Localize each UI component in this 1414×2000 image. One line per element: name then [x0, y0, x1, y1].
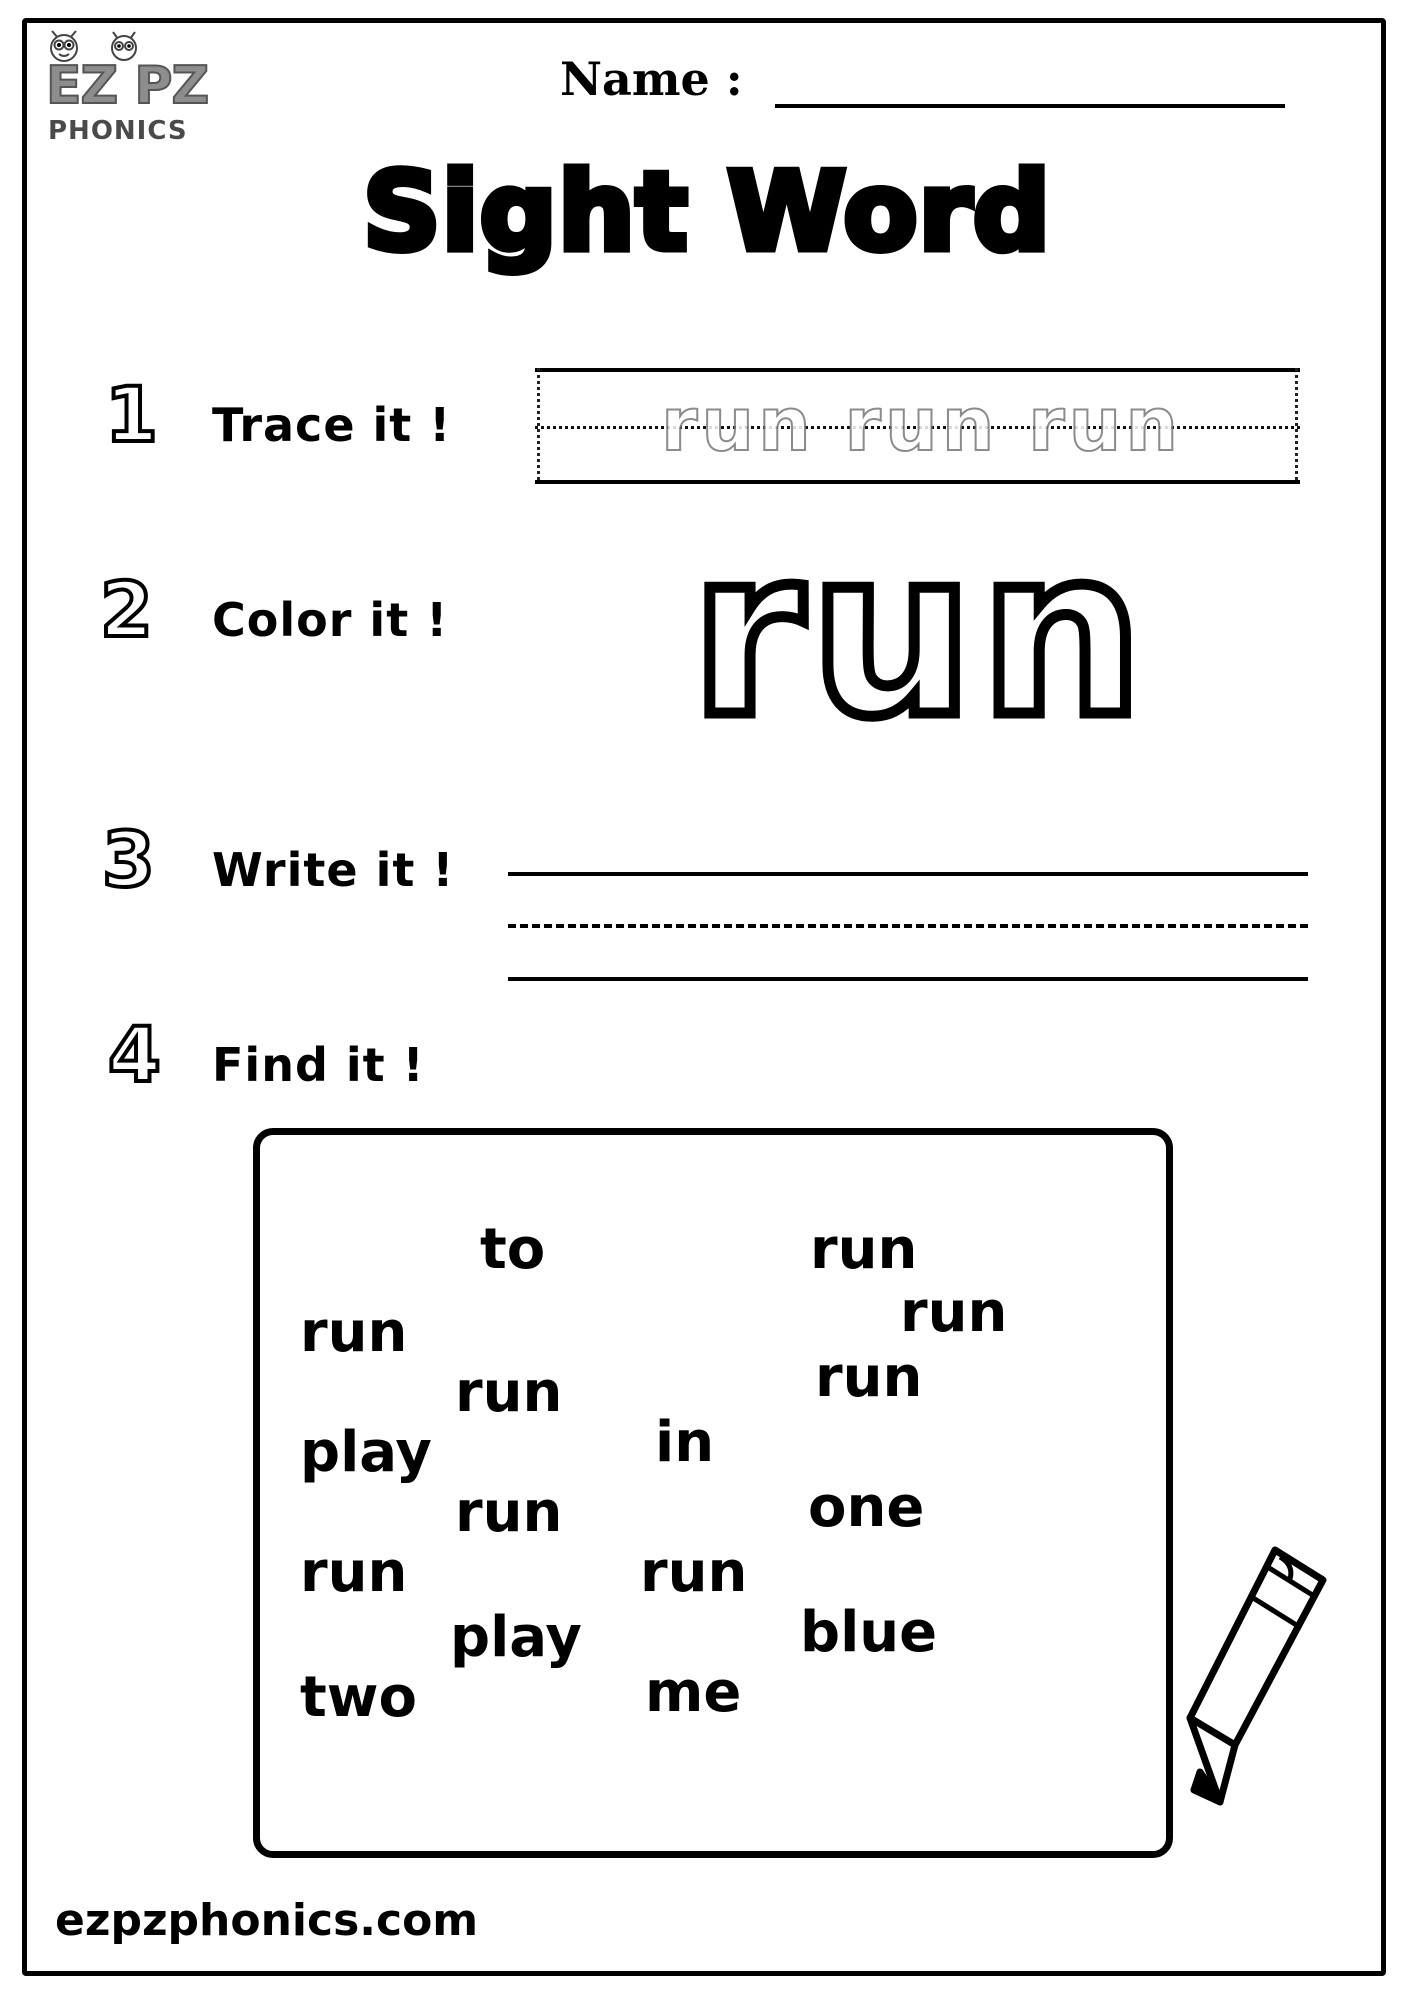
find-word[interactable]: to [480, 1217, 546, 1282]
find-word[interactable]: run [900, 1280, 1008, 1345]
find-word[interactable]: play [450, 1605, 582, 1670]
find-it-word-grid[interactable] [253, 1128, 1173, 1858]
find-word[interactable]: run [640, 1540, 748, 1605]
find-word[interactable]: two [300, 1665, 417, 1730]
step-number-1: 1 [105, 370, 158, 459]
find-word[interactable]: run [300, 1540, 408, 1605]
trace-left-tick [537, 368, 540, 480]
name-label: Name : [560, 52, 743, 106]
brand-logo [40, 30, 220, 160]
step-label-color: Color it ! [212, 593, 449, 647]
step-number-4: 4 [108, 1010, 161, 1099]
find-word[interactable]: run [300, 1300, 408, 1365]
pencil-icon [1180, 1540, 1340, 1820]
write-area[interactable] [508, 872, 1308, 982]
page-title: Sight Word [362, 150, 1052, 275]
find-word[interactable]: in [655, 1410, 715, 1475]
color-word-outline[interactable]: run [690, 501, 1150, 768]
trace-bottom-rule [535, 480, 1300, 484]
find-word[interactable]: run [810, 1217, 918, 1282]
logo-primary-text: EZ PZ [46, 56, 209, 116]
write-top-rule [508, 872, 1308, 876]
step-number-3: 3 [102, 815, 155, 904]
find-word[interactable]: run [455, 1360, 563, 1425]
find-word[interactable]: blue [800, 1600, 938, 1665]
trace-top-rule [535, 368, 1300, 372]
find-word[interactable]: play [300, 1420, 432, 1485]
trace-area[interactable] [535, 360, 1300, 490]
find-word[interactable]: run [815, 1345, 923, 1410]
step-label-trace: Trace it ! [212, 398, 452, 452]
name-write-line[interactable] [775, 104, 1285, 108]
find-word[interactable]: one [808, 1475, 925, 1540]
logo-secondary-text: PHONICS [48, 116, 188, 146]
write-mid-rule [508, 924, 1308, 928]
find-word[interactable]: me [645, 1660, 742, 1725]
step-label-write: Write it ! [212, 843, 455, 897]
write-bottom-rule [508, 977, 1308, 981]
step-label-find: Find it ! [212, 1038, 425, 1092]
step-number-2: 2 [100, 565, 153, 654]
trace-word-text: run run run [660, 382, 1183, 468]
footer-site-url: ezpzphonics.com [55, 1895, 479, 1946]
name-field-row [560, 52, 1280, 112]
find-word[interactable]: run [455, 1480, 563, 1545]
